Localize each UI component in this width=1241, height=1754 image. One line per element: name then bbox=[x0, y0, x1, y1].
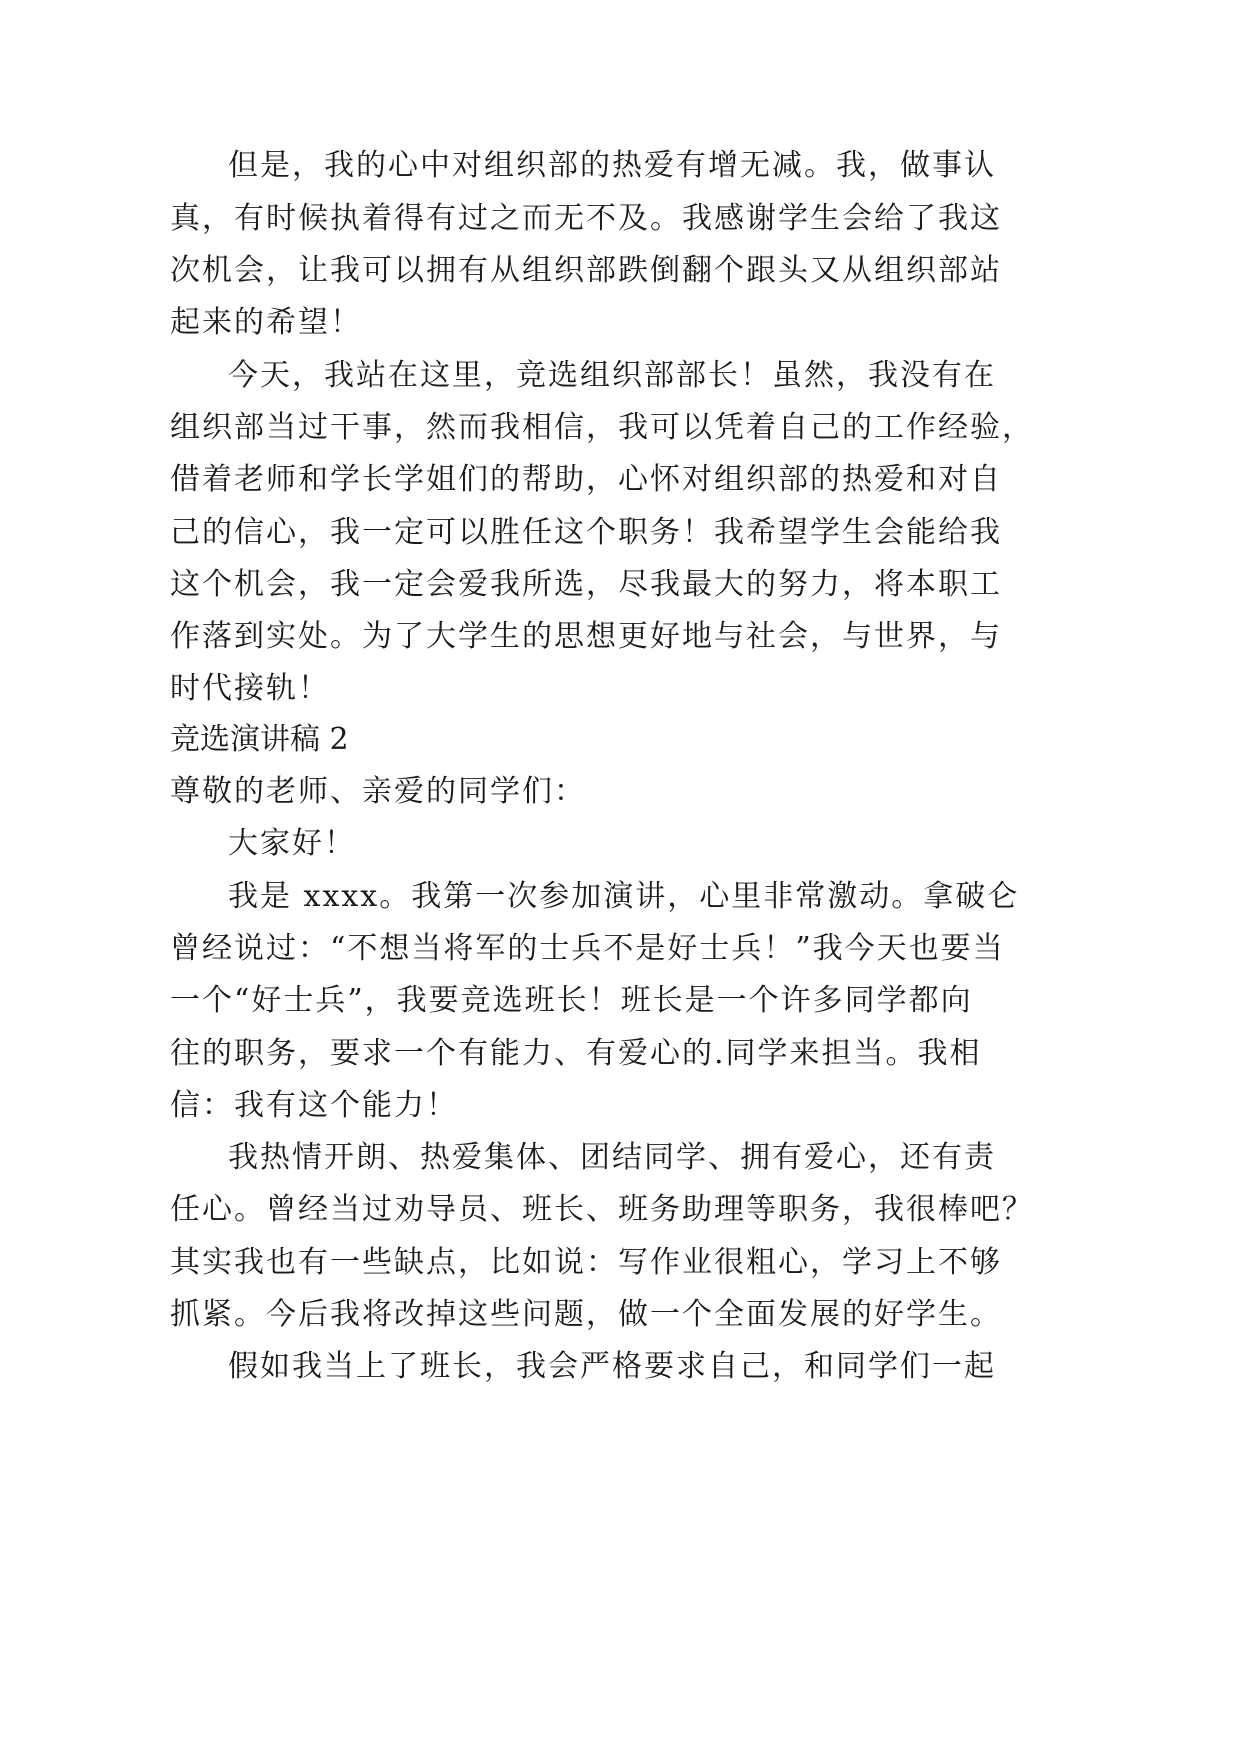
paragraph-line: 己的信心，我一定可以胜任这个职务！我希望学生会能给我 bbox=[170, 515, 1002, 550]
paragraph-line: 这个机会，我一定会爱我所选，尽我最大的努力，将本职工 bbox=[170, 567, 1002, 602]
paragraph-line: 起来的希望！ bbox=[170, 305, 362, 340]
paragraph-line: 借着老师和学长学姐们的帮助，心怀对组织部的热爱和对自 bbox=[170, 462, 1002, 497]
greeting: 大家好！ bbox=[228, 826, 356, 861]
paragraph-line: 但是，我的心中对组织部的热爱有增无减。我，做事认 bbox=[228, 148, 996, 183]
paragraph-line: 一个“好士兵”，我要竞选班长！班长是一个许多同学都向 bbox=[170, 983, 973, 1018]
paragraph-line: 我是 xxxx。我第一次参加演讲，心里非常激动。拿破仑 bbox=[228, 879, 1020, 914]
paragraph-line: 任心。曾经当过劝导员、班长、班务助理等职务，我很棒吧？ bbox=[170, 1192, 1034, 1227]
paragraph-line: 其实我也有一些缺点，比如说：写作业很粗心，学习上不够 bbox=[170, 1245, 1002, 1280]
paragraph-line: 作落到实处。为了大学生的思想更好地与社会，与世界，与 bbox=[170, 619, 1002, 654]
salutation: 尊敬的老师、亲爱的同学们： bbox=[170, 774, 586, 809]
paragraph-line: 今天，我站在这里，竞选组织部部长！虽然，我没有在 bbox=[228, 358, 996, 393]
paragraph-line: 组织部当过干事，然而我相信，我可以凭着自己的工作经验， bbox=[170, 410, 1034, 445]
section-heading: 竞选演讲稿 2 bbox=[170, 722, 349, 757]
paragraph-line: 曾经说过：“不想当将军的士兵不是好士兵！”我今天也要当 bbox=[170, 931, 1005, 966]
paragraph-line: 信：我有这个能力！ bbox=[170, 1088, 458, 1123]
paragraph-line: 真，有时候执着得有过之而无不及。我感谢学生会给了我这 bbox=[170, 201, 1002, 236]
paragraph-line: 往的职务，要求一个有能力、有爱心的.同学来担当。我相 bbox=[170, 1036, 982, 1071]
paragraph-line: 时代接轨！ bbox=[170, 671, 330, 706]
paragraph-line: 次机会，让我可以拥有从组织部跌倒翻个跟头又从组织部站 bbox=[170, 253, 1002, 288]
paragraph-line: 抓紧。今后我将改掉这些问题，做一个全面发展的好学生。 bbox=[170, 1297, 1002, 1332]
paragraph-line: 假如我当上了班长，我会严格要求自己，和同学们一起 bbox=[228, 1349, 996, 1384]
paragraph-line: 我热情开朗、热爱集体、团结同学、拥有爱心，还有责 bbox=[228, 1140, 996, 1175]
